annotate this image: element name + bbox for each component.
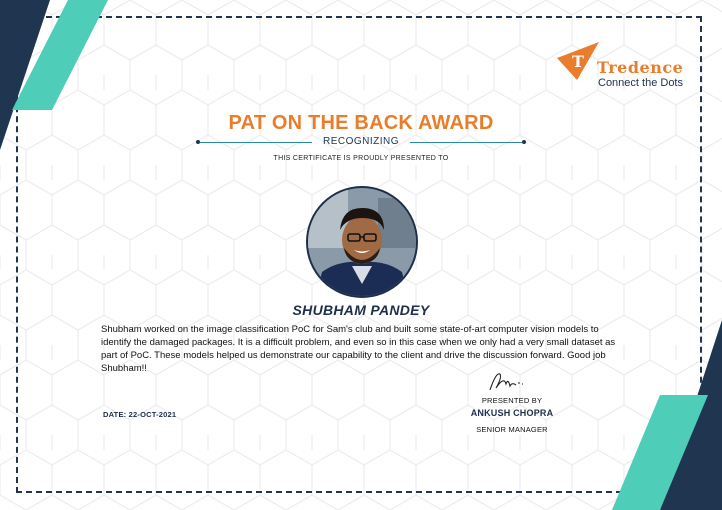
svg-text:T: T [572,52,584,71]
presenter-title: SENIOR MANAGER [476,425,548,434]
signature-icon [486,368,526,394]
divider-dot [522,140,526,144]
recipient-photo-image [308,188,416,296]
presenter-name: ANKUSH CHOPRA [470,408,554,418]
recognizing-row [196,136,526,150]
tredence-logo [555,40,695,92]
divider-line [410,142,522,143]
recipient-photo [306,186,418,298]
logo-tagline: Connect the Dots [598,77,683,89]
award-title: PAT ON THE BACK AWARD [228,112,494,134]
presented-to-label: THIS CERTIFICATE IS PROUDLY PRESENTED TO [273,155,449,162]
recipient-name: SHUBHAM PANDEY [292,302,430,318]
citation-text: Shubham worked on the image classification PoC for Sam's club and built some state-of-art computer vision models to identify the damaged packages. It is a difficult problem, and even so in this case when we only had a very small dataset as part of PoC. These models helped us demonstrate our capability to the client and drive the discussion forward. Good job Shubham!! [101,324,616,374]
award-date: DATE: 22-OCT-2021 [103,410,177,419]
tredence-triangle-logo-icon [555,40,599,80]
presented-by-label: PRESENTED BY [481,396,543,405]
logo-name: Tredence [597,58,684,77]
recognizing-label: RECOGNIZING [322,136,400,147]
